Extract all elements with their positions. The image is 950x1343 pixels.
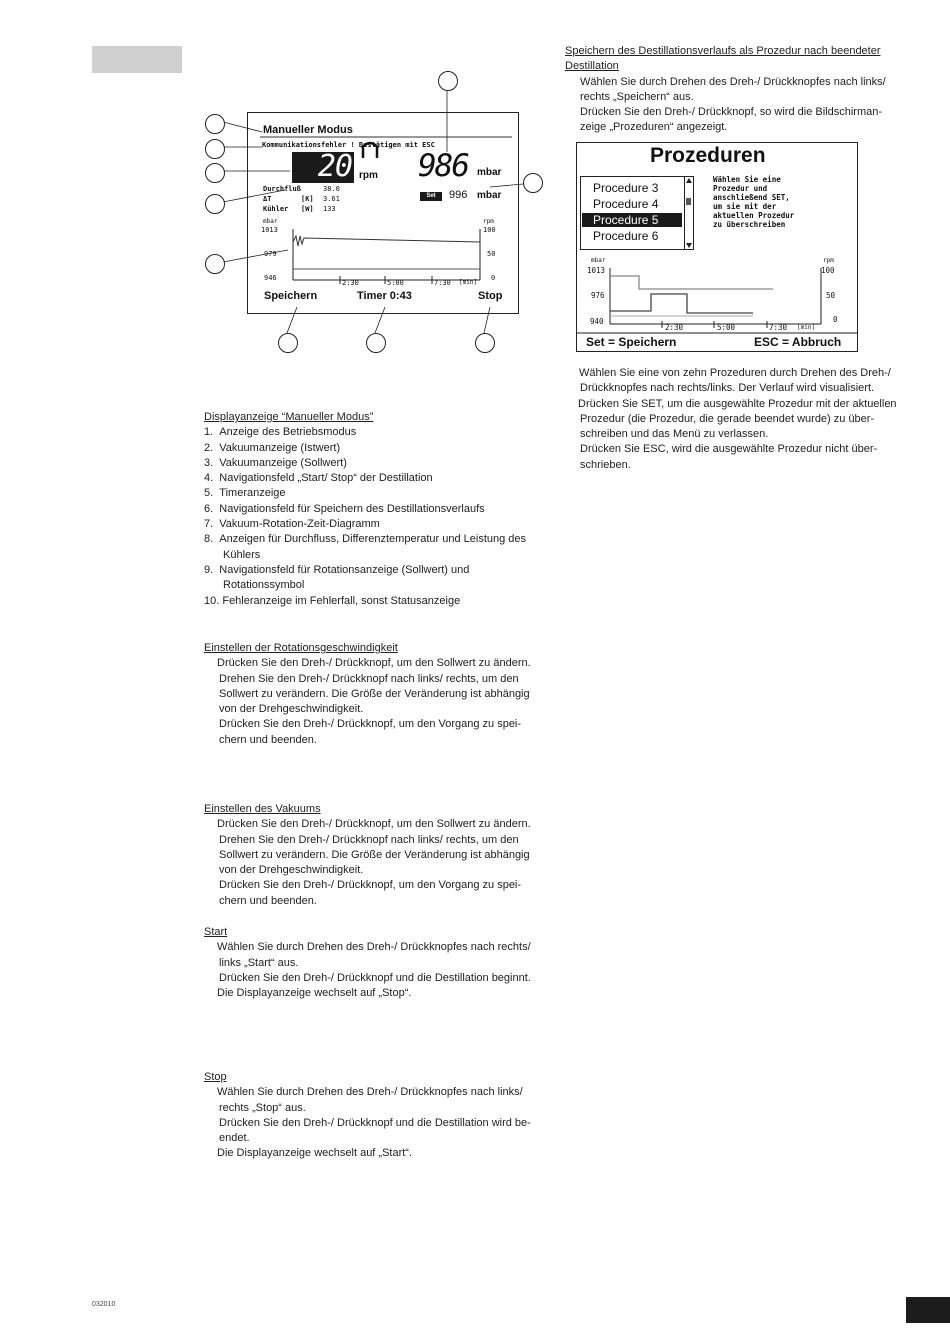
error-message: Kommunikationsfehler ! Bestätigen mit ESC [262,141,435,149]
list-item: 6. Navigationsfeld für Speichern des Destillationsverlaufs [204,502,485,515]
save-title-line2: Destillation [565,60,619,73]
chart-right-tick-mid: 50 [487,250,496,258]
rpm-unit: rpm [359,170,378,181]
vacuum-line: Drücken Sie den Dreh-/ Drückknopf, um den Sollwert zu ändern. [217,818,531,831]
hint-line: zu überschreiben [713,220,786,229]
procedure-text-section [578,366,908,473]
rotation-line: Drehen Sie den Dreh-/ Drückknopf nach links/ rechts, um den [219,672,519,685]
chart-x-unit: [min] [459,279,478,286]
list-item: 9. Navigationsfeld für Rotationsanzeige (Sollwert) und Rotationssymbol [204,563,470,592]
footer-esc-cancel: ESC = Abbruch [754,335,842,349]
list-item[interactable]: Procedure 3 [593,181,659,195]
list-item-selected[interactable]: Procedure 5 [582,213,682,227]
callout-circle-4 [205,194,225,214]
chart-left-tick-mid: 979 [264,250,277,258]
callout-circle-7 [278,333,298,353]
callout-circle-10 [523,173,543,193]
list-item: 7. Vakuum-Rotation-Zeit-Diagramm [204,518,380,531]
nav-save: Speichern [264,290,318,302]
hint-line: um sie mit der [713,202,777,211]
vacuum-section [204,802,549,909]
figure-manual-mode [200,66,540,356]
start-title: Start [204,926,228,938]
callout-circle-6 [438,71,458,91]
callout-circle-3 [205,163,225,183]
info-value: 3.61 [323,195,340,203]
start-line: Wählen Sie durch Drehen des Dreh-/ Drückknopfes nach rechts/ [217,941,531,954]
callout-circle-1 [205,114,225,134]
save-title-line1: Speichern des Destillationsverlaufs als Prozedur nach beendeter [565,45,881,57]
vacuum-title: Einstellen des Vakuums [204,803,321,815]
list-item: 5. Timeranzeige [204,487,286,500]
stop-line: Drücken Sie den Dreh-/ Drückknopf und die Destillation wird be- [219,1116,531,1129]
info-row-delta-t [263,195,353,203]
set-badge: Set [420,192,442,201]
chart-x-tick-1: 2:30 [342,279,359,287]
info-row-flow [263,185,353,193]
vacuum-line: Drehen Sie den Dreh-/ Drückknopf nach links/ rechts, um den [219,833,519,846]
stop-line: Wählen Sie durch Drehen des Dreh-/ Drückknopfes nach links/ [217,1086,523,1099]
vacuum-actual-unit: mbar [477,167,502,178]
procedure-list[interactable] [582,180,682,244]
chart-left-unit: mbar [591,257,606,264]
info-row-cooler [263,205,353,213]
chart-right-tick-top: 100 [821,266,835,275]
legend-section [204,410,549,609]
chart-left-tick-mid: 976 [591,291,605,300]
legend-title: Displayanzeige “Manueller Modus” [204,411,374,423]
callout-circle-8 [366,333,386,353]
legend-list [204,425,549,609]
info-value: 38.0 [323,185,340,193]
chart-x-tick-2: 5:00 [387,279,404,287]
start-line: links „Start“ aus. [219,956,299,969]
rotation-line: chern und beenden. [219,733,317,746]
rotation-line: Drücken Sie den Dreh-/ Drückknopf, um den Sollwert zu ändern. [217,657,531,670]
procedure-line: Wählen Sie eine von zehn Prozeduren durch Drehen des Dreh-/ [579,367,891,379]
vacuum-line: chern und beenden. [219,894,317,907]
list-item: 8. Anzeigen für Durchfluss, Differenztemperatur und Leistung des Kühlers [204,533,527,561]
hint-line: Wählen Sie eine [713,175,781,184]
hint-line: anschließend SET, [713,193,790,202]
stop-title: Stop [204,1071,227,1083]
chart-left-tick-top: 1013 [261,226,278,234]
rotation-line: Drücken Sie den Dreh-/ Drückknopf, um den Vorgang zu spei- [219,718,522,731]
start-line: Drücken Sie den Dreh-/ Drückknopf und die Destillation beginnt. [219,971,531,984]
chart-x-tick-2: 5:00 [717,323,736,332]
save-line: rechts „Speichern“ aus. [580,90,694,103]
chart-right-tick-bottom: 0 [833,315,838,324]
save-section [565,44,910,136]
chart-right-tick-top: 100 [483,226,496,234]
info-value: 133 [323,205,336,213]
rotation-line: von der Drehgeschwindigkeit. [219,703,364,716]
save-line: zeige „Prozeduren“ angezeigt. [580,121,728,134]
nav-stop: Stop [478,290,503,302]
figure-procedures [576,142,858,352]
list-item: 3. Vakuumanzeige (Sollwert) [204,456,347,469]
chart-left-tick-top: 1013 [587,266,606,275]
callout-circle-2 [205,139,225,159]
chart-right-unit: rpm [483,218,494,225]
list-item: 2. Vakuumanzeige (Istwert) [204,441,341,454]
procedure-line: Drückknopfes nach rechts/links. Der Verlauf wird visualisiert. [580,382,875,395]
save-line: Drücken Sie den Dreh-/ Drückknopf, so wird die Bildschirman- [580,106,883,119]
footer-set-save: Set = Speichern [586,335,677,349]
info-label: Kühler [263,205,289,213]
procedures-hint [713,175,794,229]
stop-line: endet. [219,1132,250,1145]
vacuum-set-unit: mbar [477,190,502,201]
save-line: Wählen Sie durch Drehen des Dreh-/ Drückknopfes nach links/ [580,75,886,88]
vacuum-line: Sollwert zu verändern. Die Größe der Veränderung ist abhängig [219,848,530,861]
info-unit: [W] [301,205,314,213]
info-unit: [K] [301,195,314,203]
figure-manual-mode-lines [200,66,540,356]
list-item[interactable]: Procedure 6 [593,229,659,243]
start-section [204,925,549,1001]
vacuum-actual-value: 986 [418,148,468,184]
list-item: 10. Fehleranzeige im Fehlerfall, sonst Statusanzeige [204,594,461,607]
chart-right-tick-bottom: 0 [491,274,496,282]
rotation-line: Sollwert zu verändern. Die Größe der Veränderung ist abhängig [219,687,530,700]
hint-line: Prozedur und [713,184,768,193]
info-label: ΔT [263,195,272,203]
page-number-tab [906,1297,950,1323]
rotation-section [204,641,549,748]
hint-line: aktuellen Prozedur [713,211,795,220]
chart-right-unit: rpm [823,257,834,264]
procedure-line: schrieben. [580,458,631,471]
procedure-line: Drücken Sie ESC, wird die ausgewählte Prozedur nicht über- [580,443,878,456]
chart-left-unit: mbar [263,218,278,225]
procedure-line: Prozedur (die Prozedur, die gerade beendet wurde) zu über- [580,412,875,425]
chart-left-tick-bottom: 940 [590,317,604,326]
rpm-value: 20 [317,149,352,184]
stop-section [204,1070,549,1162]
start-line: Die Displayanzeige wechselt auf „Stop“. [217,987,412,1000]
chart-x-tick-3: 7:30 [434,279,451,287]
list-item[interactable]: Procedure 4 [593,197,659,211]
footer-code: 032010 [92,1301,116,1308]
vacuum-line: von der Drehgeschwindigkeit. [219,864,364,877]
vacuum-set-value: 996 [449,189,468,201]
chart-x-tick-1: 2:30 [665,323,684,332]
callout-circle-5 [205,254,225,274]
list-item: 1. Anzeige des Betriebsmodus [204,426,357,439]
procedure-line: Drücken Sie SET, um die ausgewählte Prozedur mit der aktuellen [578,397,897,410]
chart-x-unit: [min] [797,324,816,331]
info-label: Durchfluß [263,185,301,193]
chart-left-tick-bottom: 946 [264,274,277,282]
rotation-title: Einstellen der Rotationsgeschwindigkeit [204,642,398,654]
nav-timer: Timer 0:43 [357,290,412,302]
chart-x-tick-3: 7:30 [769,323,788,332]
stop-line: Die Displayanzeige wechselt auf „Start“. [217,1147,413,1160]
procedures-title: Prozeduren [650,144,766,167]
header-tab [92,46,182,73]
procedure-line: schreiben und das Menü zu verlassen. [580,428,769,441]
chart-right-tick-mid: 50 [826,291,836,300]
list-item: 4. Navigationsfeld „Start/ Stop“ der Destillation [204,472,433,485]
callout-circle-9 [475,333,495,353]
stop-line: rechts „Stop“ aus. [219,1101,306,1114]
mode-title: Manueller Modus [263,124,353,136]
vacuum-line: Drücken Sie den Dreh-/ Drückknopf, um den Vorgang zu spei- [219,879,522,892]
